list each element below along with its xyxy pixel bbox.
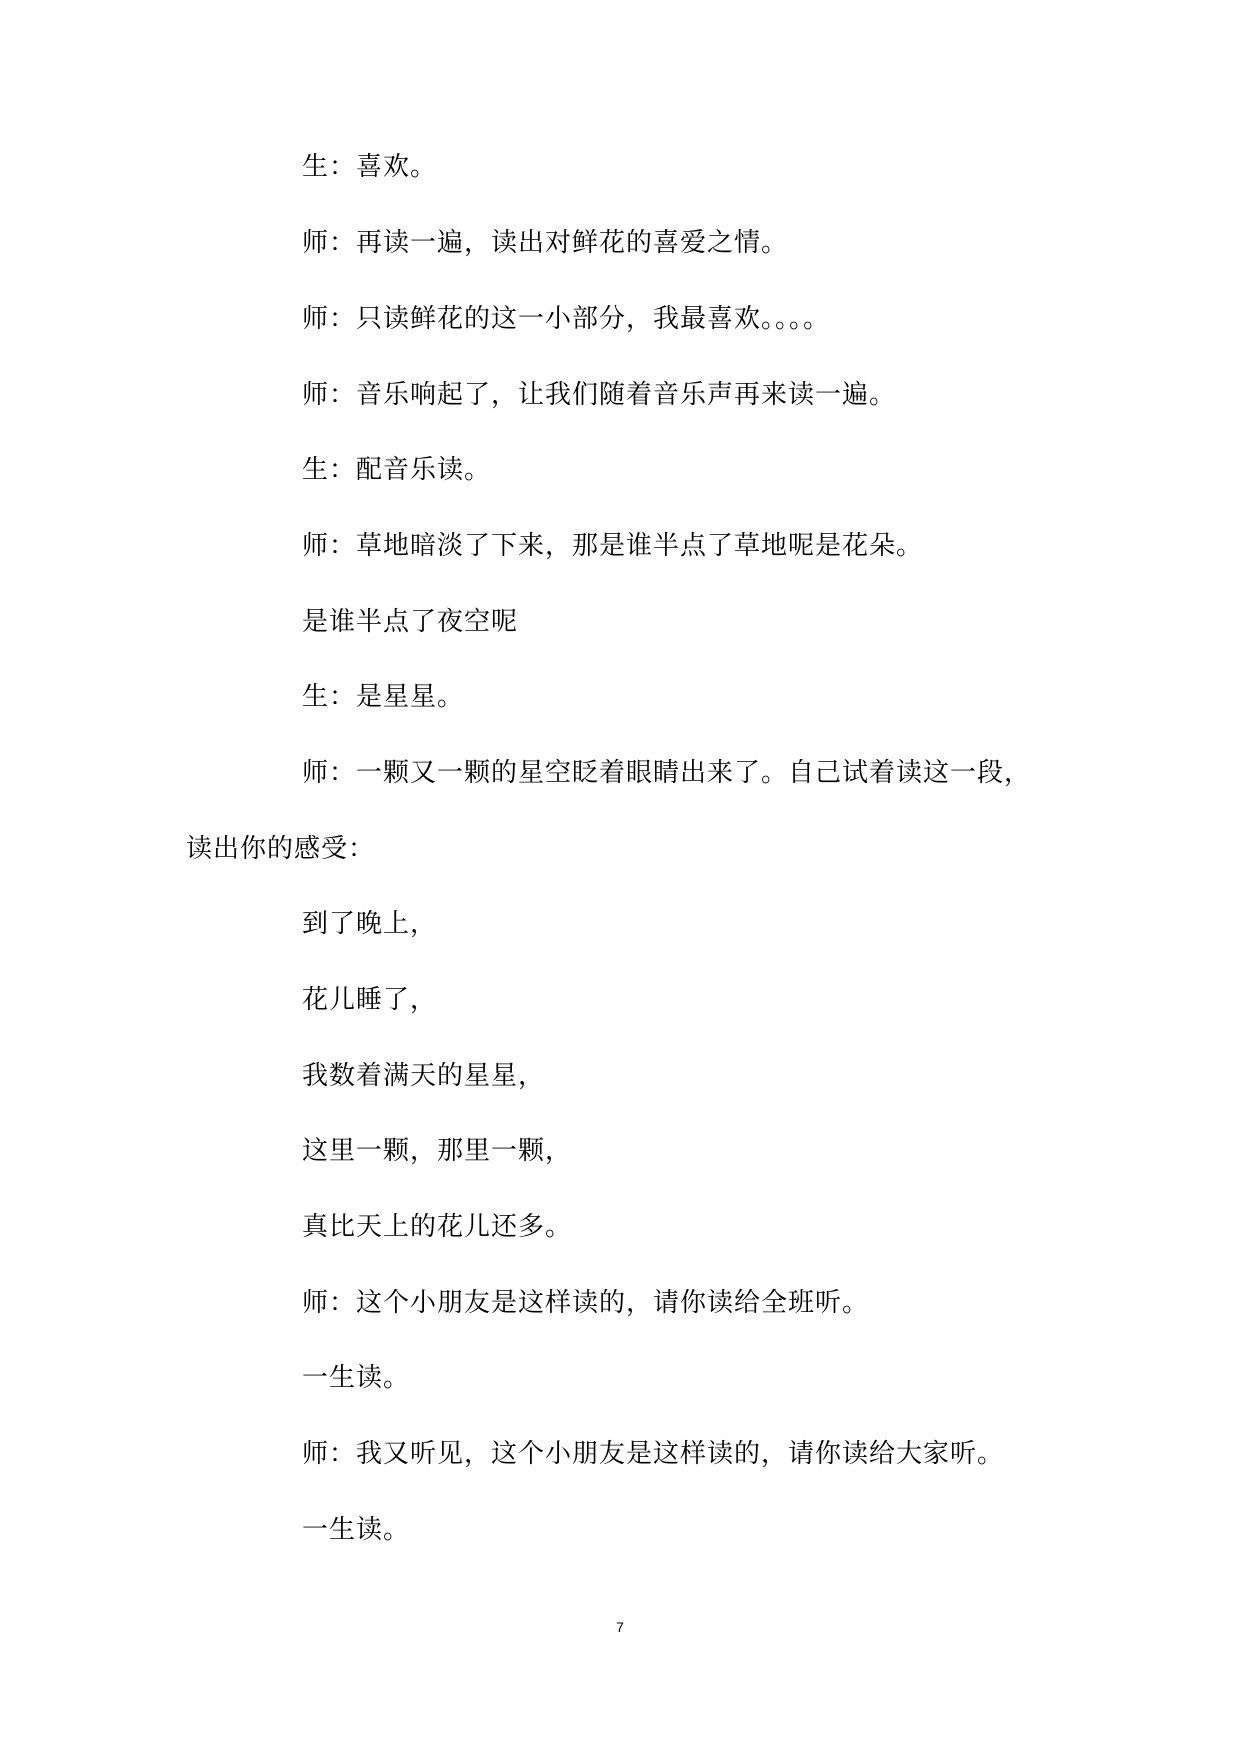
text-line: 真比天上的花儿还多。 bbox=[302, 1212, 573, 1242]
text-line: 师：一颗又一颗的星空眨着眼睛出来了。自己试着读这一段， bbox=[302, 758, 1032, 788]
text-line: 师：草地暗淡了下来，那是谁半点了草地呢是花朵。 bbox=[302, 531, 924, 561]
text-line: 生：是星星。 bbox=[302, 682, 465, 712]
text-line: 一生读。 bbox=[302, 1515, 411, 1545]
text-line: 我数着满天的星星， bbox=[302, 1061, 546, 1091]
text-line: 生：喜欢。 bbox=[302, 152, 438, 182]
text-line: 师：我又听见，这个小朋友是这样读的，请你读给大家听。 bbox=[302, 1439, 1005, 1469]
text-line: 花儿睡了， bbox=[302, 985, 438, 1015]
text-line: 一生读。 bbox=[302, 1363, 411, 1393]
text-line: 读出你的感受： bbox=[186, 834, 376, 864]
page-number: 7 bbox=[616, 1619, 624, 1635]
text-line: 师：再读一遍，读出对鲜花的喜爱之情。 bbox=[302, 228, 789, 258]
text-line: 是谁半点了夜空呢 bbox=[302, 607, 519, 637]
text-line: 生：配音乐读。 bbox=[302, 455, 492, 485]
text-line: 师：只读鲜花的这一小部分，我最喜欢。。。。 bbox=[302, 304, 831, 334]
text-line: 师：音乐响起了，让我们随着音乐声再来读一遍。 bbox=[302, 380, 897, 410]
text-line: 到了晚上， bbox=[302, 909, 438, 939]
text-line: 师：这个小朋友是这样读的，请你读给全班听。 bbox=[302, 1288, 870, 1318]
text-line: 这里一颗，那里一颗， bbox=[302, 1136, 573, 1166]
